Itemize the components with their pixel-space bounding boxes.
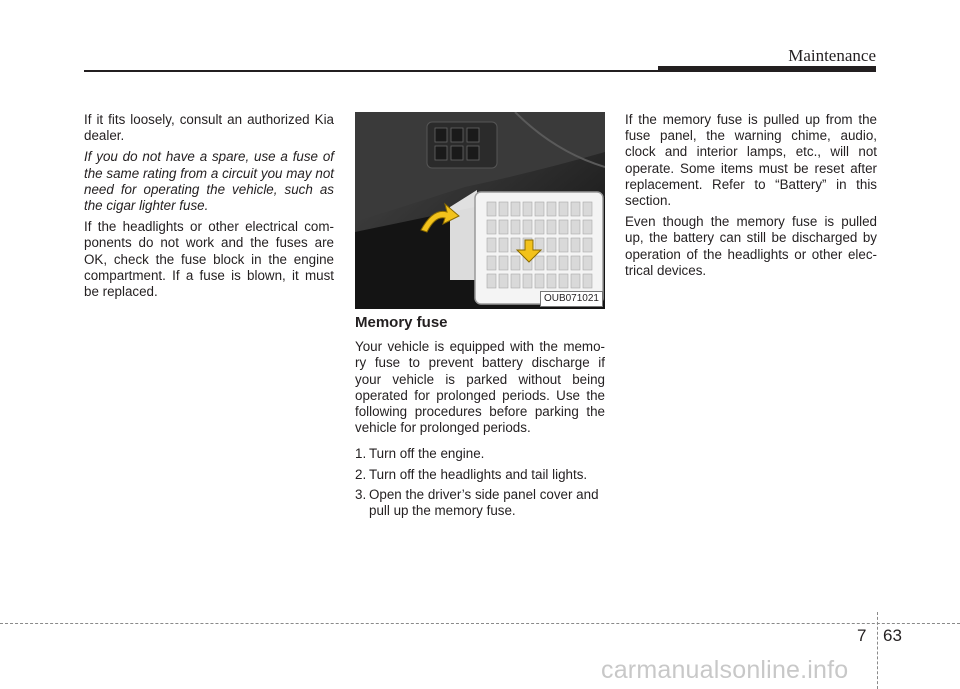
- step-number: 3.: [355, 486, 367, 502]
- paragraph-memory-fuse-intro: Your vehicle is equipped with the memo-ry fuse to prevent battery discharge if your vehicle is parked without being operated for prolonged periods. Use the following procedures before parking the vehicle for prolonged periods.: [355, 339, 605, 436]
- fuse-panel-illustration: [355, 112, 605, 309]
- paragraph-battery-discharge: Even though the memory fuse is pulled up, the battery can still be discharged by operation of the headlights or other elec-trical devices.: [625, 214, 877, 278]
- chapter-number: 7: [857, 626, 867, 645]
- footer-rule: [0, 623, 960, 624]
- header-rule-accent: [658, 66, 876, 72]
- paragraph-memory-fuse-effects: If the memory fuse is pulled up from the fuse panel, the warning chime, audio, clock and interior lamps, etc., will not operate. Some items must be reset after replacement. Refer to “Battery” in this section.: [625, 112, 877, 209]
- column-middle: [355, 112, 605, 523]
- step-text: Open the driver’s side panel cover and pull up the memory fuse.: [369, 486, 599, 519]
- column-right: [625, 112, 877, 284]
- image-code-label: OUB071021: [540, 291, 603, 307]
- step-item: [355, 467, 605, 483]
- section-title: Maintenance: [788, 46, 876, 65]
- column-left: [84, 112, 334, 305]
- footer-divider: [877, 612, 878, 689]
- paragraph-headlights-check: If the headlights or other electrical com-ponents do not work and the fuses are OK, check the fuse block in the engine compartment. If a fuse is blown, it must be replaced.: [84, 219, 334, 300]
- fuse-panel-photo: [355, 112, 605, 309]
- step-text: Turn off the engine.: [369, 446, 485, 462]
- step-number: 1.: [355, 446, 367, 462]
- watermark: carmanualsonline.info: [601, 656, 849, 684]
- step-number: 2.: [355, 466, 367, 482]
- step-item: [355, 446, 605, 462]
- section-heading: Memory fuse: [355, 314, 448, 331]
- procedure-steps: [355, 446, 605, 519]
- paragraph-spare-fuse-note: If you do not have a spare, use a fuse of the same rating from a circuit you may not need for operating the vehicle, such as the cigar lighter fuse.: [84, 149, 334, 214]
- header-rule: [84, 70, 660, 72]
- step-item: [355, 487, 605, 519]
- step-text: Turn off the headlights and tail lights.: [369, 466, 588, 482]
- paragraph-loose-fuse: If it fits loosely, consult an authorized Kia dealer.: [84, 112, 334, 144]
- page-number: 63: [883, 626, 902, 645]
